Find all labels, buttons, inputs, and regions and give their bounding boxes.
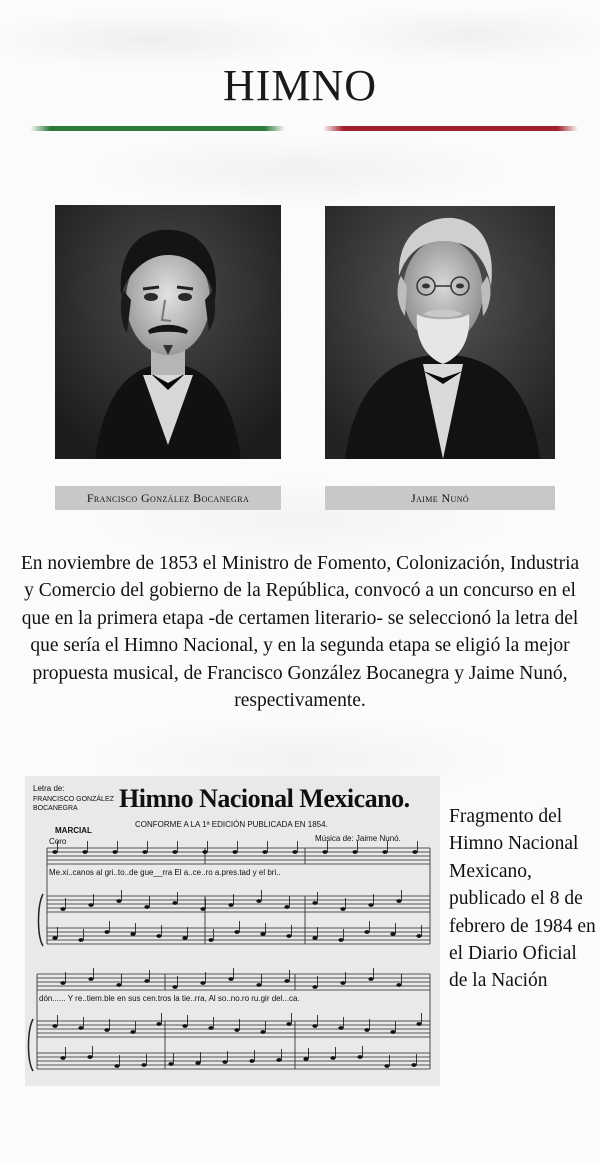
note-head	[78, 1026, 83, 1030]
note-head	[234, 930, 239, 934]
score-lyricist: FRANCISCO GONZÁLEZ BOCANEGRA	[33, 796, 114, 812]
note-head	[141, 1063, 146, 1067]
note-head	[286, 1022, 291, 1026]
caption-nuno: Jaime Nunó	[325, 486, 555, 510]
caption-bocanegra: Francisco González Bocanegra	[55, 486, 281, 510]
note-head	[249, 1059, 254, 1063]
note-head	[256, 899, 261, 903]
note-head	[156, 934, 161, 938]
note-head	[130, 1030, 135, 1034]
note-head	[52, 1024, 57, 1028]
note-head	[416, 1022, 421, 1026]
portrait-nuno	[325, 206, 555, 459]
note-head	[256, 983, 261, 987]
score-tempo: MARCIAL	[55, 826, 92, 835]
note-head	[156, 1022, 161, 1026]
note-head	[260, 1030, 265, 1034]
note-head	[232, 850, 237, 854]
note-head	[384, 1064, 389, 1068]
score-caption: Fragmento del Himno Nacional Mexicano, publicado el 8 de febrero de 1984 en el Diario Oficial de la Nación	[449, 806, 596, 992]
score-title: Himno Nacional Mexicano.	[119, 784, 410, 813]
note-head	[208, 938, 213, 942]
note-head	[172, 901, 177, 905]
note-head	[292, 850, 297, 854]
note-head	[172, 985, 177, 989]
note-head	[200, 907, 205, 911]
note-head	[88, 903, 93, 907]
note-head	[82, 850, 87, 854]
note-head	[87, 1055, 92, 1059]
note-head	[144, 905, 149, 909]
note-head	[312, 1024, 317, 1028]
note-head	[60, 907, 65, 911]
note-head	[276, 1058, 281, 1062]
score-lyrics-line-1: Me.xi..canos al gri..to..de gue__rra El a..ce..ro a.pres.tad y el bri..	[49, 868, 281, 877]
score-section: Coro	[49, 837, 67, 846]
note-head	[104, 1028, 109, 1032]
note-head	[382, 850, 387, 854]
score-lyrics-line-2: dón...... Y re..tiem.ble en sus cen.tros la tie..rra, Al so..no.ro ru.gir del...ca.	[39, 994, 300, 1003]
note-head	[368, 903, 373, 907]
green-divider	[30, 126, 285, 131]
note-head	[114, 1064, 119, 1068]
note-head	[260, 932, 265, 936]
note-head	[368, 977, 373, 981]
note-head	[172, 850, 177, 854]
note-head	[78, 938, 83, 942]
note-head	[286, 934, 291, 938]
note-head	[142, 850, 147, 854]
page-title: HIMNO	[222, 61, 378, 110]
sheet-music-fragment	[25, 776, 440, 1086]
note-head	[322, 850, 327, 854]
note-head	[182, 936, 187, 940]
note-head	[60, 981, 65, 985]
score-lyrics-label: Letra de:	[33, 784, 65, 793]
note-head	[116, 899, 121, 903]
note-head	[112, 850, 117, 854]
note-head	[338, 1026, 343, 1030]
note-head	[208, 1026, 213, 1030]
note-head	[312, 985, 317, 989]
note-head	[144, 979, 149, 983]
note-head	[234, 1028, 239, 1032]
note-head	[284, 905, 289, 909]
note-head	[357, 1055, 362, 1059]
note-head	[130, 932, 135, 936]
note-head	[338, 938, 343, 942]
note-head	[52, 936, 57, 940]
note-head	[396, 983, 401, 987]
note-head	[262, 850, 267, 854]
note-head	[228, 977, 233, 981]
note-head	[200, 981, 205, 985]
note-head	[168, 1062, 173, 1066]
note-head	[330, 1056, 335, 1060]
note-head	[284, 979, 289, 983]
note-head	[312, 936, 317, 940]
history-paragraph: En noviembre de 1853 el Ministro de Fomento, Colonización, Industria y Comercio del gobierno de la República, convocó a un concurso en el que en la primera etapa -de certamen literario- se seleccionó la letra del que sería el Himno Nacional, y en la segunda etapa se eligió la mejor propuesta musical, de Francisco González Bocanegra y Jaime Nunó, respectivamente.	[20, 553, 580, 712]
note-head	[222, 1060, 227, 1064]
note-head	[202, 850, 207, 854]
note-head	[416, 934, 421, 938]
note-head	[390, 1030, 395, 1034]
note-head	[88, 977, 93, 981]
note-head	[195, 1061, 200, 1065]
note-head	[312, 901, 317, 905]
note-head	[228, 903, 233, 907]
note-head	[116, 983, 121, 987]
score-edition: CONFORME A LA 1ª EDICIÓN PUBLICADA EN 1854.	[135, 820, 328, 829]
note-head	[352, 850, 357, 854]
score-music-by: Música de: Jaime Nunó.	[315, 834, 401, 843]
note-head	[411, 1063, 416, 1067]
note-head	[364, 930, 369, 934]
note-head	[390, 932, 395, 936]
note-head	[52, 850, 57, 854]
note-head	[303, 1057, 308, 1061]
note-head	[60, 1056, 65, 1060]
note-head	[412, 850, 417, 854]
red-divider	[323, 126, 578, 131]
note-head	[396, 899, 401, 903]
portrait-bocanegra	[55, 205, 281, 459]
note-head	[340, 981, 345, 985]
note-head	[182, 1024, 187, 1028]
note-head	[364, 1028, 369, 1032]
note-head	[104, 930, 109, 934]
note-head	[340, 907, 345, 911]
